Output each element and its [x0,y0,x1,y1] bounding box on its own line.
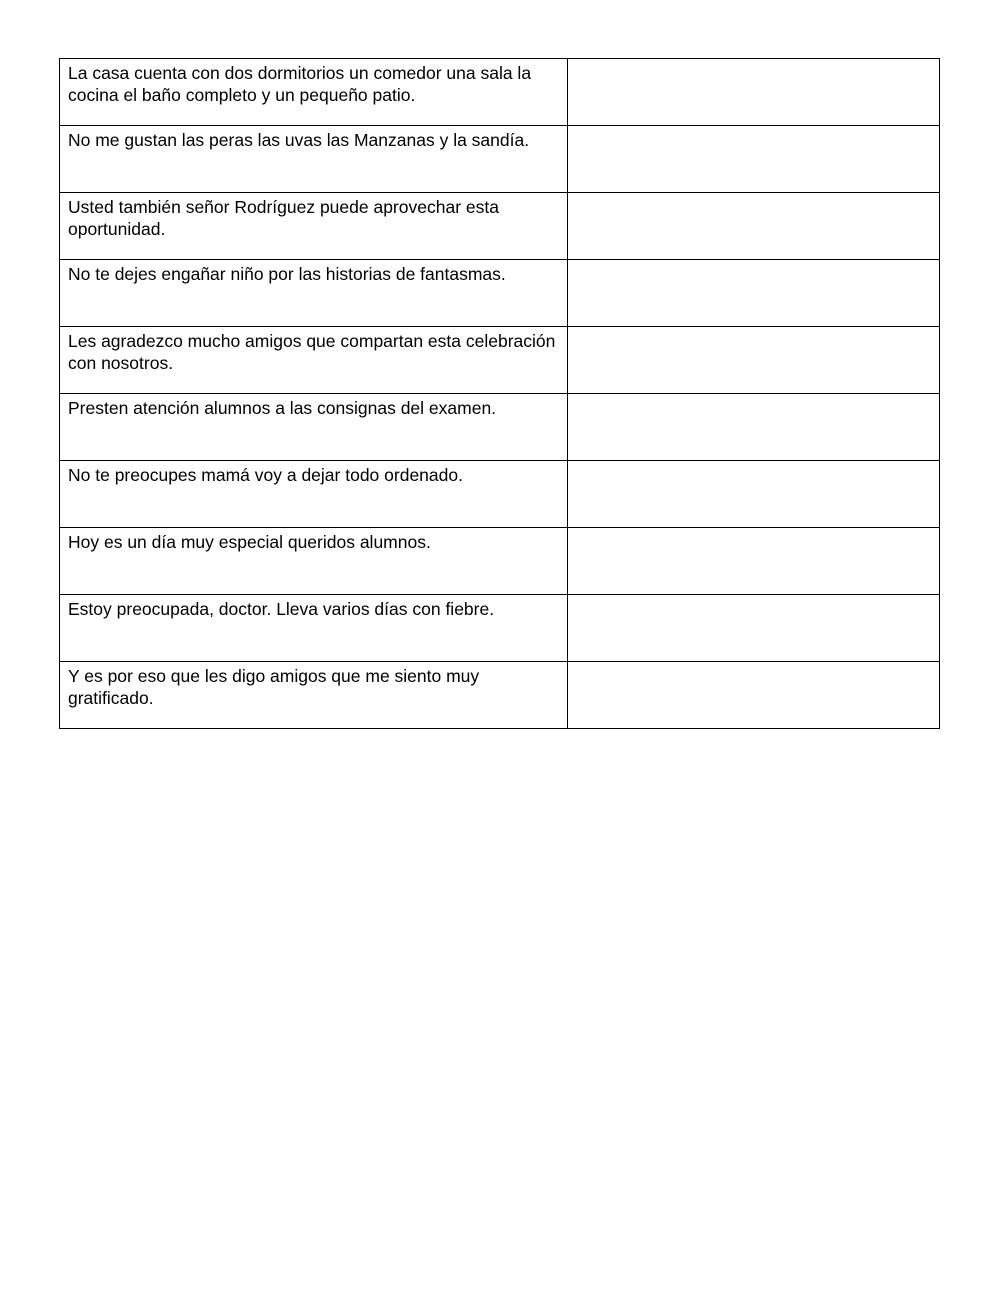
answer-cell[interactable] [568,126,940,193]
sentence-cell [60,193,568,260]
sentence-cell [60,528,568,595]
table-row [60,260,940,327]
answer-cell[interactable] [568,595,940,662]
sentence-text: La casa cuenta con dos dormitorios un comedor una sala la cocina el baño completo y un pequeño patio. [68,63,532,105]
answer-cell[interactable] [568,528,940,595]
sentence-text: Y es por eso que les digo amigos que me siento muy gratificado. [68,666,480,708]
sentence-text: Presten atención alumnos a las consignas del examen. [68,398,497,418]
table-row [60,595,940,662]
table-row [60,193,940,260]
sentence-text: No te dejes engañar niño por las historias de fantasmas. [68,264,506,284]
worksheet-table [59,58,940,729]
sentence-text: No me gustan las peras las uvas las Manzanas y la sandía. [68,130,530,150]
table-row [60,126,940,193]
answer-cell[interactable] [568,662,940,729]
sentence-cell [60,126,568,193]
answer-cell[interactable] [568,327,940,394]
table-row [60,528,940,595]
answer-cell[interactable] [568,193,940,260]
worksheet [59,58,939,729]
sentence-cell [60,260,568,327]
sentence-text: Estoy preocupada, doctor. Lleva varios días con fiebre. [68,599,495,619]
sentence-cell [60,327,568,394]
table-row [60,461,940,528]
sentence-text: Les agradezco mucho amigos que compartan esta celebración con nosotros. [68,331,556,373]
sentence-text: Hoy es un día muy especial queridos alumnos. [68,532,431,552]
sentence-cell [60,595,568,662]
table-row [60,394,940,461]
sentence-text: No te preocupes mamá voy a dejar todo ordenado. [68,465,463,485]
sentence-cell [60,662,568,729]
sentence-text: Usted también señor Rodríguez puede aprovechar esta oportunidad. [68,197,499,239]
sentence-cell [60,461,568,528]
table-row [60,59,940,126]
answer-cell[interactable] [568,461,940,528]
table-row [60,327,940,394]
answer-cell[interactable] [568,260,940,327]
table-row [60,662,940,729]
sentence-cell [60,59,568,126]
sentence-cell [60,394,568,461]
answer-cell[interactable] [568,59,940,126]
answer-cell[interactable] [568,394,940,461]
